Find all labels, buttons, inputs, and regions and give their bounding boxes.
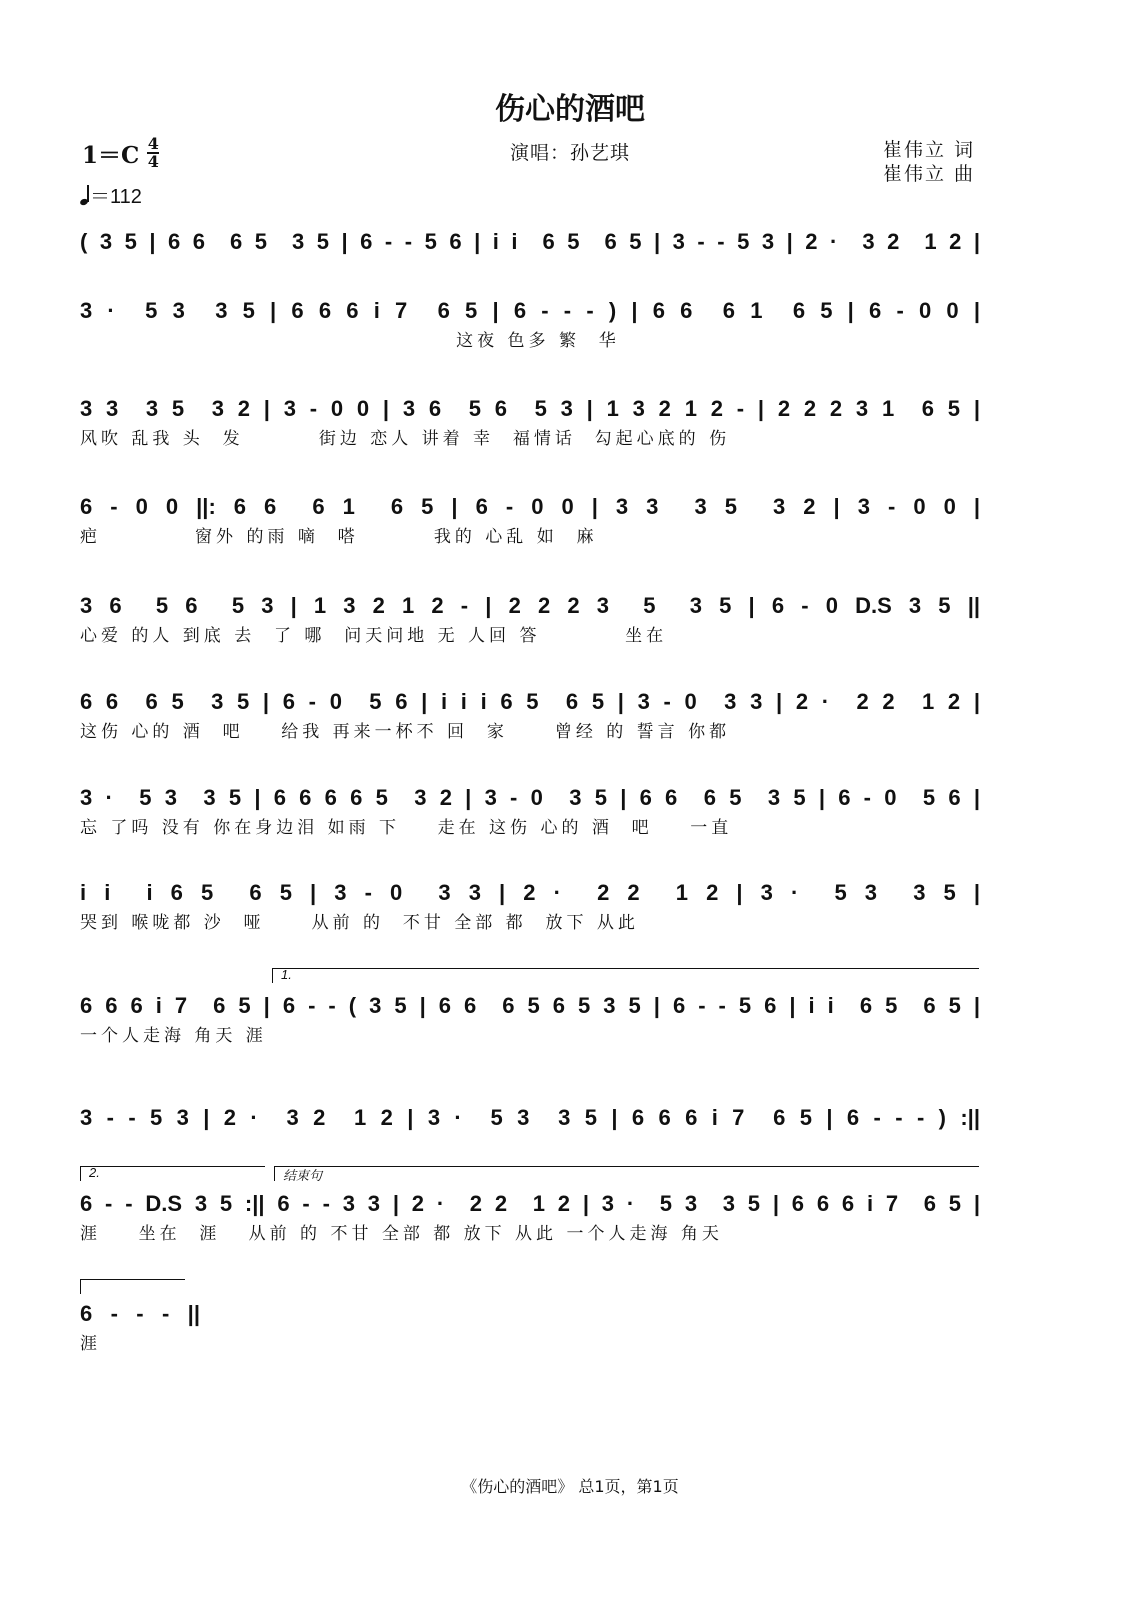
notation-row: i i i 6 5 6 5 | 3 - 0 3 3 | 2 · 2 2 1 2 | 3 · 5 3 3 5 | [80,880,980,905]
score-line [80,685,980,745]
tempo-marking [80,180,142,209]
lyrics-row: 忘 了吗 没有 你在身边泪 如雨 下 走在 这伤 心的 酒 吧 一直 [80,818,733,838]
credits [883,138,975,186]
score-line [80,1101,980,1161]
notation-row: 3 3 3 5 3 2 | 3 - 0 0 | 3 6 5 6 5 3 | 1 3 2 1 2 - | 2 2 2 3 1 6 5 | [80,396,980,421]
meter-top: 4 [147,134,159,153]
notation-row: 6 - 0 0 ||: 6 6 6 1 6 5 | 6 - 0 0 | 3 3 3 5 3 2 | 3 - 0 0 | [80,494,980,519]
tempo-value: ＝112 [90,186,142,208]
notation-row: 3 - - 5 3 | 2 · 3 2 1 2 | 3 · 5 3 3 5 | 6 6 6 i 7 6 5 | 6 - - - ) :|| [80,1105,980,1130]
lyrics-row: 涯 [80,1334,101,1354]
key-signature [82,136,159,170]
quarter-note-icon [80,185,90,205]
lyrics-row: 这夜 色多 繁 华 [80,331,620,351]
score-line [80,876,980,936]
first-ending-bracket [272,968,979,983]
notation-row: ( 3 5 | 6 6 6 5 3 5 | 6 - - 5 6 | i i 6 5 6 5 | 3 - - 5 3 | 2 · 3 2 1 2 | [80,229,980,254]
second-ending-bracket [80,1166,265,1181]
lyrics-row: 风吹 乱我 头 发 街边 恋人 讲着 幸 福情话 勾起心底的 伤 [80,429,731,449]
time-signature [147,136,159,170]
lyrics-row: 疤 窗外 的雨 嘀 嗒 我的 心乱 如 麻 [80,527,598,547]
score-line [80,1187,980,1247]
lyrics-row: 这伤 心的 酒 吧 给我 再来一杯不 回 家 曾经 的 誓言 你都 [80,722,731,742]
score-line [80,490,980,550]
notation-row: 3 · 5 3 3 5 | 6 6 6 6 5 3 2 | 3 - 0 3 5 | 6 6 6 5 3 5 | 6 - 0 5 6 | [80,785,980,810]
lyrics-row [80,1135,980,1161]
notation-row: 6 6 6 5 3 5 | 6 - 0 5 6 | i i i 6 5 6 5 | 3 - 0 3 3 | 2 · 2 2 1 2 | [80,689,980,714]
meter-bottom: 4 [147,152,159,171]
first-ending-label: 1. [281,967,292,982]
notation-row: 6 - - - || [80,1301,200,1326]
key-label: 1＝C [82,141,140,169]
second-ending-label: 2. [89,1165,100,1180]
page-footer: 《伤心的酒吧》 总1页，第1页 [461,1477,679,1496]
lyrics-row [80,259,980,285]
notation-row: 6 - - D.S 3 5 :|| 6 - - 3 3 | 2 · 2 2 1 2 | 3 · 5 3 3 5 | 6 6 6 i 7 6 5 | [80,1191,980,1216]
coda-label: 结束句 [283,1168,323,1183]
lyrics-row: 一个人走海 角天 涯 [80,1026,267,1046]
composer-credit: 崔伟立 曲 [882,163,975,185]
lyrics-row: 哭到 喉咙都 沙 哑 从前 的 不甘 全部 都 放下 从此 [80,913,639,933]
score-line [80,989,980,1049]
notation-row: 3 · 5 3 3 5 | 6 6 6 i 7 6 5 | 6 - - - ) | 6 6 6 1 6 5 | 6 - 0 0 | [80,298,980,323]
song-title: 伤心的酒吧 [495,92,645,127]
coda-bracket [274,1166,979,1181]
score-line [80,589,980,649]
lyrics-row: 心爱 的人 到底 去 了 哪 问天问地 无 人回 答 坐在 [80,626,668,646]
lyricist-credit: 崔伟立 词 [882,139,975,161]
notation-row: 6 6 6 i 7 6 5 | 6 - - ( 3 5 | 6 6 6 5 6 5 3 5 | 6 - - 5 6 | i i 6 5 6 5 | [80,993,980,1018]
notation-row: 3 6 5 6 5 3 | 1 3 2 1 2 - | 2 2 2 3 5 3 5 | 6 - 0 D.S 3 5 || [80,593,980,618]
score-line [80,1297,200,1357]
score-line [80,392,980,452]
final-bracket [80,1279,185,1294]
score-line [80,781,980,841]
singer-credit: 演唱：孙艺琪 [509,142,630,164]
score-line [80,294,980,354]
score-line [80,225,980,285]
lyrics-row: 涯 坐在 涯 从前 的 不甘 全部 都 放下 从此 一个人走海 角天 [80,1224,723,1244]
